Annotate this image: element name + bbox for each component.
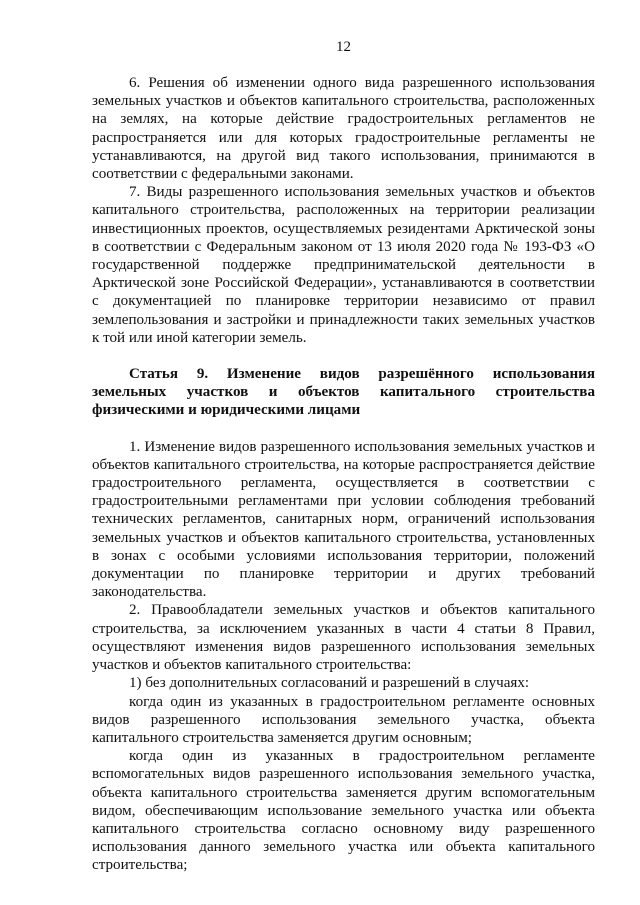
article-9-paragraph-1: 1. Изменение видов разрешенного использования земельных участков и объектов капитального строительства, на которые распространяется действие градостроительного регламента, осуществляется в соответствии с градостроительными регламентами при условии соблюдения требований технических регламентов, санитарных норм, ограничений использования земельных участков и объектов капитального строительства, установленных в зонах с особыми условиями использования территории, положений документации по планировке территории и других требований законодательства. [92, 438, 595, 601]
article-9-item-1: 1) без дополнительных согласований и разрешений в случаях: [129, 675, 530, 692]
article-9-paragraph-2: 2. Правообладатели земельных участков и объектов капитального строительства, за исключением указанных в части 4 статьи 8 Правил, осуществляют изменения видов разрешенного использования земельных участков и объектов капитального строительства: [92, 602, 595, 674]
article-9-item-1-case-a: когда один из указанных в градостроительном регламенте основных видов разрешенного использования земельного участка, объекта капитального строительства заменяется другим основным; [92, 693, 595, 746]
paragraph-6: 6. Решения об изменении одного вида разрешенного использования земельных участков и объектов капитального строительства, расположенных на землях, на которые действие градостроительных регламентов не распространяется или для которых градостроительные регламенты не устанавливаются, на другой вид такого использования, принимаются в соответствии с федеральными законами. [92, 75, 595, 183]
paragraph-7: 7. Виды разрешенного использования земельных участков и объектов капитального строительства, расположенных на территории реализации инвестиционных проектов, осуществляемых резидентами Арктической зоны в соответствии с Федеральным законом от 13 июля 2020 года № 193-ФЗ «О государственной поддержке предпринимательской деятельности в Арктической зоне Российской Федерации», устанавливаются в соответствии с документацией по планировке территории независимо от правил землепользования и застройки и принадлежности таких земельных участков к той или иной категории земель. [92, 184, 595, 346]
article-9-heading: Статья 9. Изменение видов разрешённого использования земельных участков и объектов капитального строительства физическими и юридическими лицами [92, 366, 595, 419]
page-number: 12 [336, 39, 351, 55]
article-9-item-1-case-b: когда один из указанных в градостроительном регламенте вспомогательных видов разрешенного использования земельного участка, объекта капитального строительства заменяется другим вспомогательным видом, обеспечивающим использование земельного участка или объекта капитального строительства согласно основному виду разрешенного использования данного земельного участка или объекта капитального строительства; [92, 748, 595, 874]
